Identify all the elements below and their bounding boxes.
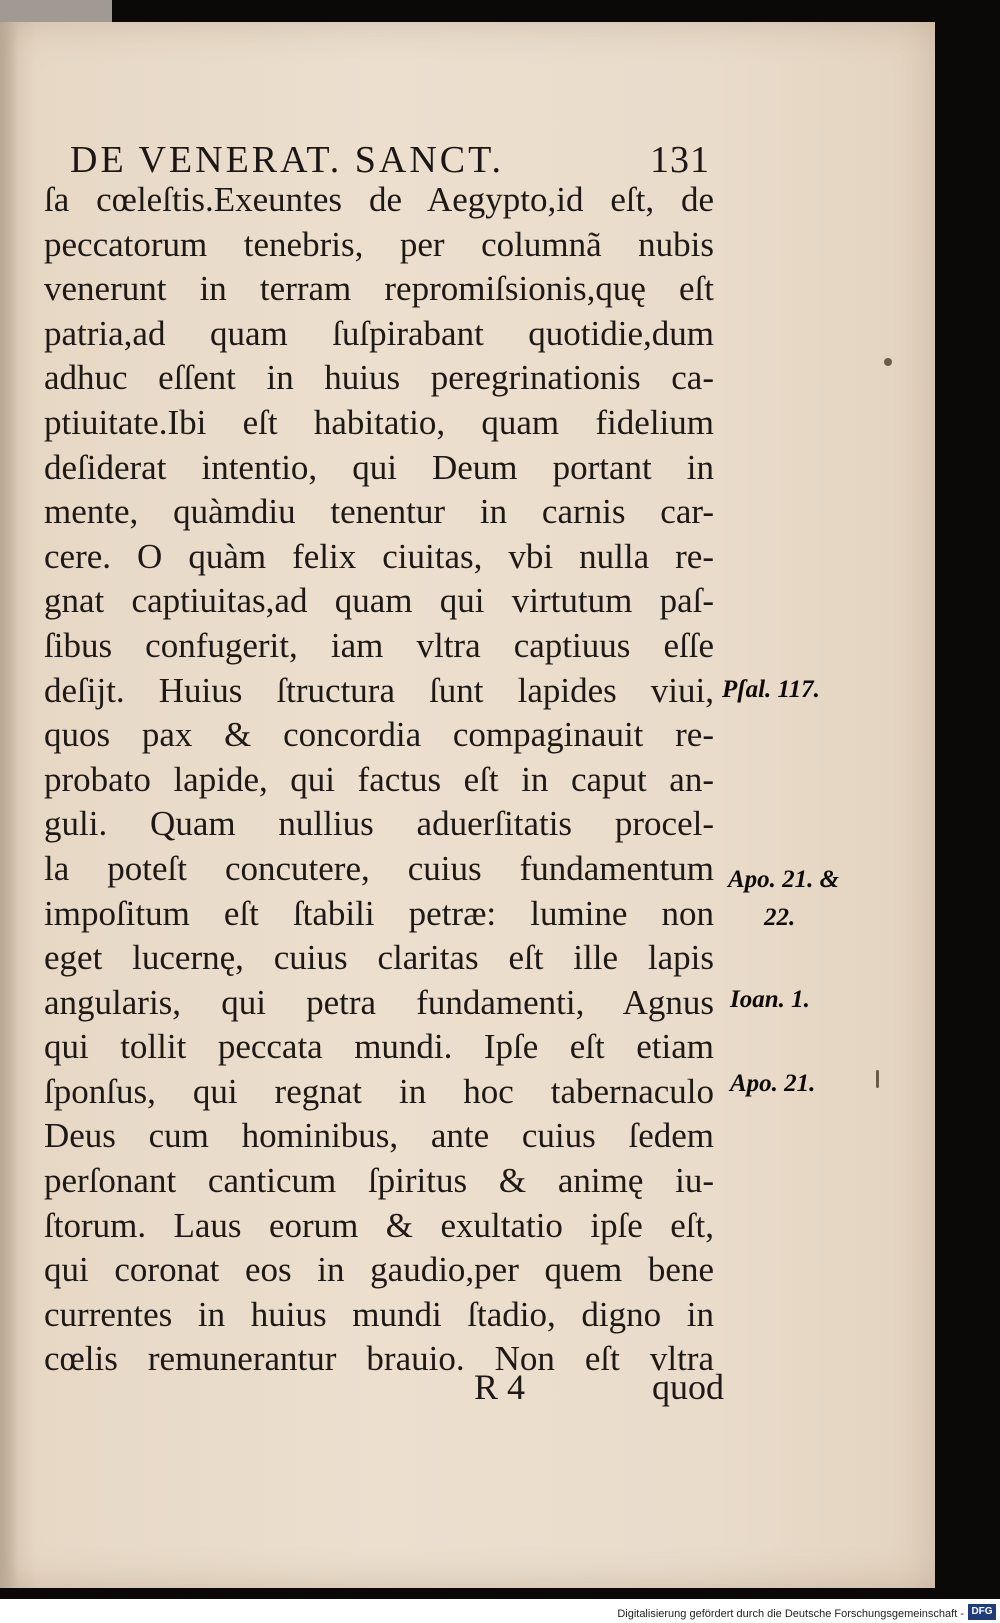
text-line: eget lucernę, cuius claritas eſt ille lapis: [44, 938, 714, 978]
footer-credit: Digitalisierung gefördert durch die Deutsche Forschungsgemeinschaft -: [617, 1608, 964, 1620]
text-line: deſiderat intentio, qui Deum portant in: [44, 447, 714, 487]
marginal-note-psalm: Pſal. 117.: [722, 676, 820, 703]
text-line: mente, quàmdiu tenentur in carnis car-: [44, 492, 714, 532]
paper-mark: [876, 1070, 879, 1088]
text-line: ſibus confugerit, iam vltra captiuus eſſe: [44, 625, 714, 665]
text-line: venerunt in terram repromiſsionis,quę eſt: [44, 269, 714, 309]
running-head-title: DE VENERAT. SANCT.: [70, 139, 504, 181]
text-line: adhuc eſſent in huius peregrinationis ca-: [44, 358, 714, 398]
text-line: guli. Quam nullius aduerſitatis procel-: [44, 804, 714, 844]
marginal-note-apocalypse-cont: 22.: [764, 904, 796, 931]
text-line: probato lapide, qui factus eſt in caput an-: [44, 759, 714, 799]
signature-mark: R 4: [474, 1367, 526, 1407]
scan-corner-tab: [0, 0, 112, 22]
paper-speck: [884, 358, 892, 366]
text-line: quos pax & concordia compaginauit re-: [44, 715, 714, 755]
text-line: patria,ad quam ſuſpirabant quotidie,dum: [44, 313, 714, 353]
text-line: qui coronat eos in gaudio,per quem bene: [44, 1250, 714, 1290]
text-line: Deus cum hominibus, ante cuius ſedem: [44, 1116, 714, 1156]
body-text: [44, 178, 714, 1382]
text-line: angularis, qui petra fundamenti, Agnus: [44, 982, 714, 1022]
text-line: ſponſus, qui regnat in hoc tabernaculo: [44, 1071, 714, 1111]
text-line: ſtorum. Laus eorum & exultatio ipſe eſt,: [44, 1205, 714, 1245]
text-line: ſa cœleſtis.Exeuntes de Aegypto,id eſt, de: [44, 180, 714, 219]
text-line: impoſitum eſt ſtabili petræ: lumine non: [44, 893, 714, 933]
running-head: [70, 138, 710, 182]
text-line: cere. O quàm felix ciuitas, vbi nulla re-: [44, 536, 714, 576]
text-line: la poteſt concutere, cuius fundamentum: [44, 848, 714, 888]
text-line: perſonant canticum ſpiritus & animę iu-: [44, 1161, 714, 1201]
folio-number: 131: [650, 139, 710, 181]
catchline: [474, 1366, 724, 1410]
text-line: deſijt. Huius ſtructura ſunt lapides viui,: [44, 670, 714, 710]
text-line: currentes in huius mundi ſtadio, digno in: [44, 1294, 714, 1334]
text-line: ptiuitate.Ibi eſt habitatio, quam fidelium: [44, 402, 714, 442]
footer-bar: [0, 1599, 1000, 1623]
page-gutter-shadow: [0, 22, 18, 1588]
marginal-note-apocalypse-2: Apo. 21.: [730, 1070, 816, 1097]
text-line: cœlis remunerantur brauio. Non eſt vltra: [44, 1339, 714, 1379]
dfg-logo: DFG: [968, 1604, 996, 1620]
text-line: peccatorum tenebris, per columnã nubis: [44, 224, 714, 264]
text-line: gnat captiuitas,ad quam qui virtutum paſ-: [44, 581, 714, 621]
catchword: quod: [652, 1367, 724, 1407]
marginal-note-apocalypse: Apo. 21. &: [728, 866, 840, 893]
text-line: qui tollit peccata mundi. Ipſe eſt etiam: [44, 1027, 714, 1067]
marginal-note-john: Ioan. 1.: [730, 986, 810, 1013]
